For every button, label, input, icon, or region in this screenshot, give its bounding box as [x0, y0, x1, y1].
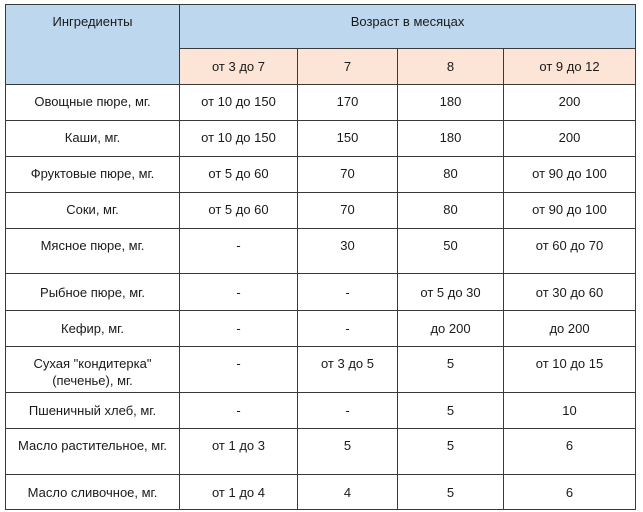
ingredient-name: Пшеничный хлеб, мг. [6, 393, 180, 429]
value-cell: 30 [298, 229, 398, 274]
value-cell: 200 [504, 121, 636, 157]
ingredient-name: Фруктовые пюре, мг. [6, 157, 180, 193]
value-cell: 70 [298, 193, 398, 229]
feeding-table [5, 4, 636, 510]
value-cell: 10 [504, 393, 636, 429]
ingredient-name: Каши, мг. [6, 121, 180, 157]
value-cell: от 10 до 150 [180, 85, 298, 121]
value-cell: от 90 до 100 [504, 193, 636, 229]
ingredients-header: Ингредиенты [6, 5, 180, 85]
value-cell: до 200 [398, 311, 504, 347]
value-cell: от 60 до 70 [504, 229, 636, 274]
value-cell: 6 [504, 475, 636, 510]
age-column-header: 8 [398, 49, 504, 85]
value-cell: 5 [298, 429, 398, 475]
value-cell: 5 [398, 475, 504, 510]
value-cell: 150 [298, 121, 398, 157]
table-row [6, 274, 636, 311]
value-cell: 80 [398, 193, 504, 229]
table-row [6, 429, 636, 475]
ingredient-name: Мясное пюре, мг. [6, 229, 180, 274]
table-row [6, 121, 636, 157]
value-cell: 180 [398, 85, 504, 121]
value-cell: 80 [398, 157, 504, 193]
age-group-header: Возраст в месяцах [180, 5, 636, 49]
age-column-header: 7 [298, 49, 398, 85]
value-cell: - [298, 393, 398, 429]
value-cell: 70 [298, 157, 398, 193]
value-cell: от 90 до 100 [504, 157, 636, 193]
value-cell: - [298, 274, 398, 311]
value-cell: - [298, 311, 398, 347]
value-cell: от 1 до 4 [180, 475, 298, 510]
ingredient-name: Масло сливочное, мг. [6, 475, 180, 510]
value-cell: - [180, 274, 298, 311]
value-cell: - [180, 347, 298, 393]
table-row [6, 393, 636, 429]
ingredient-name: Масло растительное, мг. [6, 429, 180, 475]
table-row [6, 193, 636, 229]
value-cell: - [180, 229, 298, 274]
table-row [6, 347, 636, 393]
ingredient-name: Кефир, мг. [6, 311, 180, 347]
value-cell: от 1 до 3 [180, 429, 298, 475]
value-cell: 5 [398, 393, 504, 429]
value-cell: 5 [398, 347, 504, 393]
value-cell: от 5 до 60 [180, 193, 298, 229]
value-cell: до 200 [504, 311, 636, 347]
value-cell: 50 [398, 229, 504, 274]
value-cell: - [180, 393, 298, 429]
value-cell: от 10 до 150 [180, 121, 298, 157]
value-cell: от 3 до 5 [298, 347, 398, 393]
ingredient-name: Рыбное пюре, мг. [6, 274, 180, 311]
value-cell: - [180, 311, 298, 347]
value-cell: 4 [298, 475, 398, 510]
ingredient-name: Овощные пюре, мг. [6, 85, 180, 121]
value-cell: 5 [398, 429, 504, 475]
value-cell: от 10 до 15 [504, 347, 636, 393]
value-cell: 6 [504, 429, 636, 475]
table-row [6, 157, 636, 193]
value-cell: 170 [298, 85, 398, 121]
ingredient-name: Сухая "кондитерка" (печенье), мг. [6, 347, 180, 393]
table-row [6, 229, 636, 274]
table-row [6, 311, 636, 347]
value-cell: 180 [398, 121, 504, 157]
table-row [6, 85, 636, 121]
value-cell: от 5 до 60 [180, 157, 298, 193]
table-row [6, 475, 636, 510]
age-column-header: от 9 до 12 [504, 49, 636, 85]
value-cell: от 30 до 60 [504, 274, 636, 311]
age-column-header: от 3 до 7 [180, 49, 298, 85]
value-cell: 200 [504, 85, 636, 121]
ingredient-name: Соки, мг. [6, 193, 180, 229]
value-cell: от 5 до 30 [398, 274, 504, 311]
